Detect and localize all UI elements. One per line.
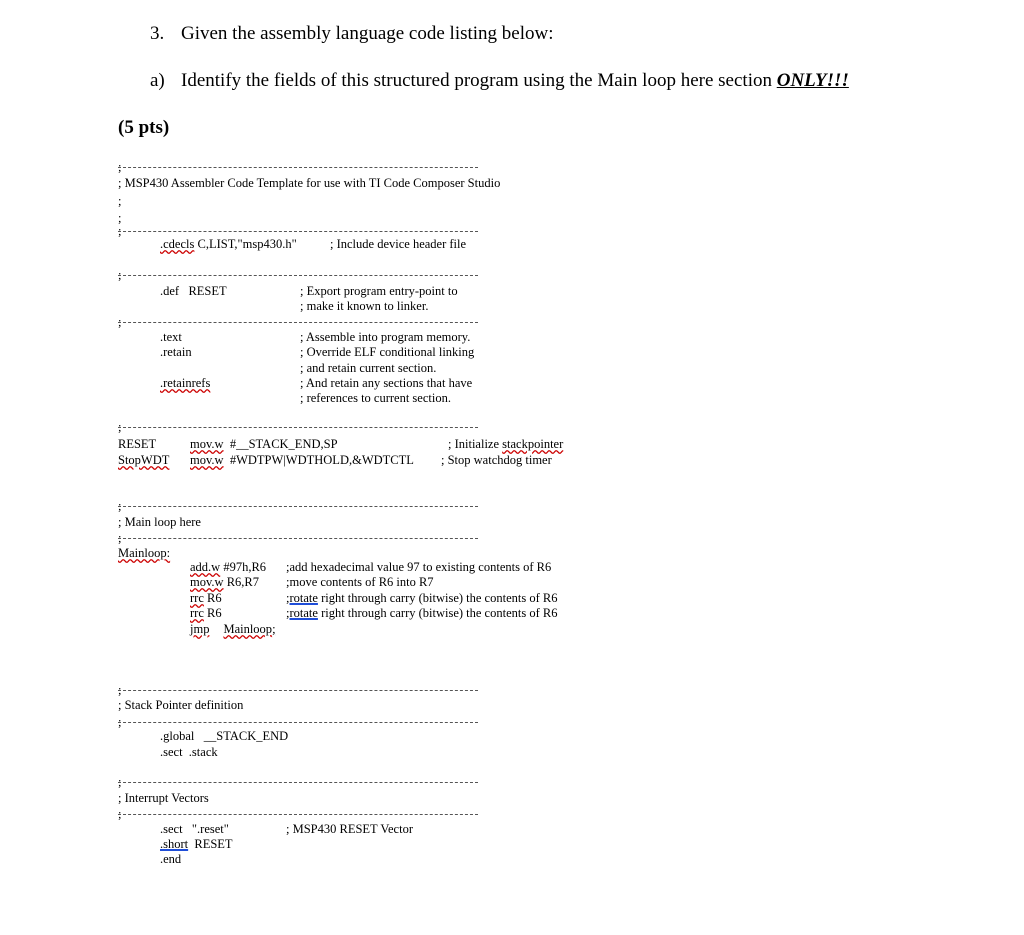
question-text: Given the assembly language code listing below: (181, 23, 554, 44)
text-comment: ; Override ELF conditional linking (300, 345, 475, 359)
comment-marker: ; (118, 807, 122, 821)
main-comment-rest: right through carry (bitwise) the contents of R6 (317, 606, 558, 620)
cdecls-comment: ; Include device header file (330, 237, 467, 251)
divider (118, 538, 478, 539)
main-mnemonic: rrc (190, 606, 204, 620)
end-directive: .end (160, 852, 182, 866)
def-comment-1: ; Export program entry-point to (300, 284, 458, 298)
comment-marker: ; (118, 499, 122, 513)
main-operands: R6 (203, 591, 222, 605)
comment-marker: ; (118, 683, 122, 697)
comment-marker: ; (118, 160, 122, 174)
divider (118, 322, 478, 323)
main-operands: R6,R7 (223, 575, 260, 589)
main-operands: #97h,R6 (220, 560, 267, 574)
main-comment-rest: right through carry (bitwise) the contents of R6 (317, 591, 558, 605)
comment-marker: ; (118, 268, 122, 282)
sect-reset: .sect ".reset" (160, 822, 229, 836)
comment-marker: ; (118, 315, 122, 329)
comment-marker: ; (118, 224, 122, 238)
comment-marker: ; (118, 420, 122, 434)
text-comment: ; Assemble into program memory. (300, 330, 471, 344)
stopwdt-instruction (190, 454, 414, 467)
retainrefs-text: .retainrefs (160, 376, 211, 390)
header-comment: ; MSP430 Assembler Code Template for use with TI Code Composer Studio (118, 176, 501, 190)
text-comment: ; And retain any sections that have (300, 376, 473, 390)
divider (118, 690, 478, 691)
def-comment-2: ; make it known to linker. (300, 299, 429, 313)
stopwdt-mnemonic: mov.w (190, 453, 224, 467)
comment-marker: ; (118, 775, 122, 789)
main-comment: ;move contents of R6 into R7 (286, 575, 434, 589)
mainloop-label-text: Mainloop: (118, 546, 171, 560)
short-line (160, 838, 233, 851)
stopwdt-label (118, 454, 169, 467)
points-label: (5 pts) (118, 117, 170, 138)
text-comment: ; references to current section. (300, 391, 451, 405)
divider (118, 231, 478, 232)
reset-mnemonic: mov.w (190, 437, 224, 451)
reset-comment-word: stackpointer (502, 437, 564, 451)
divider (118, 167, 478, 168)
sect-stack: .sect .stack (160, 745, 218, 759)
main-mnemonic: mov.w (190, 575, 224, 589)
main-instruction (190, 561, 266, 574)
stopwdt-comment: ; Stop watchdog timer (441, 453, 552, 467)
comment-marker: ; (118, 715, 122, 729)
stopwdt-operands: #WDTPW|WDTHOLD,&WDTCTL (223, 453, 414, 467)
divider (118, 275, 478, 276)
jmp-mnemonic: jmp (190, 622, 210, 636)
stopwdt-label-text: StopWDT (118, 453, 170, 467)
main-mnemonic: add.w (190, 560, 221, 574)
retainrefs-directive (160, 377, 210, 390)
stack-comment: ; Stack Pointer definition (118, 698, 244, 712)
main-comment-word: ;rotate (286, 591, 318, 605)
comment-marker: ; (118, 194, 122, 208)
main-comment-word: ;rotate (286, 606, 318, 620)
text-directive: .text (160, 330, 182, 344)
cdecls-line (160, 238, 297, 251)
reset-comment (448, 438, 563, 451)
mainloop-label (118, 547, 170, 560)
sect-reset-comment: ; MSP430 RESET Vector (286, 822, 413, 836)
main-instruction (190, 607, 222, 620)
divider (118, 427, 478, 428)
interrupt-comment: ; Interrupt Vectors (118, 791, 209, 805)
def-directive: .def RESET (160, 284, 227, 298)
jmp-tail: ; (272, 622, 276, 636)
main-loop-comment: ; Main loop here (118, 515, 201, 529)
comment-marker: ; (118, 531, 122, 545)
reset-operands: #__STACK_END,SP (223, 437, 338, 451)
question-number: 3. (150, 23, 165, 44)
jmp-operand: Mainloop (223, 622, 273, 636)
part-text-main: Identify the fields of this structured program using the Main loop here section (181, 70, 777, 91)
comment-marker: ; (118, 211, 122, 225)
reset-instruction (190, 438, 338, 451)
main-instruction (190, 576, 259, 589)
jmp-instruction (190, 623, 276, 636)
cdecls-operand: C,LIST,"msp430.h" (194, 237, 297, 251)
global-directive: .global __STACK_END (160, 729, 289, 743)
part-label: a) (150, 70, 165, 91)
divider (118, 506, 478, 507)
divider (118, 814, 478, 815)
text-comment: ; and retain current section. (300, 361, 437, 375)
main-comment: ;add hexadecimal value 97 to existing contents of R6 (286, 560, 552, 574)
main-mnemonic: rrc (190, 591, 204, 605)
short-operand: RESET (188, 837, 233, 851)
main-operands: R6 (203, 606, 222, 620)
reset-comment-prefix: ; Initialize (448, 437, 503, 451)
retain-directive: .retain (160, 345, 192, 359)
part-text (181, 71, 849, 90)
divider (118, 782, 478, 783)
divider (118, 722, 478, 723)
main-instruction (190, 592, 222, 605)
cdecls-directive: .cdecls (160, 237, 195, 251)
main-comment (286, 592, 557, 605)
short-directive: .short (160, 837, 189, 851)
part-emphasis: ONLY!!! (776, 70, 849, 91)
reset-label: RESET (118, 437, 157, 451)
main-comment (286, 607, 557, 620)
